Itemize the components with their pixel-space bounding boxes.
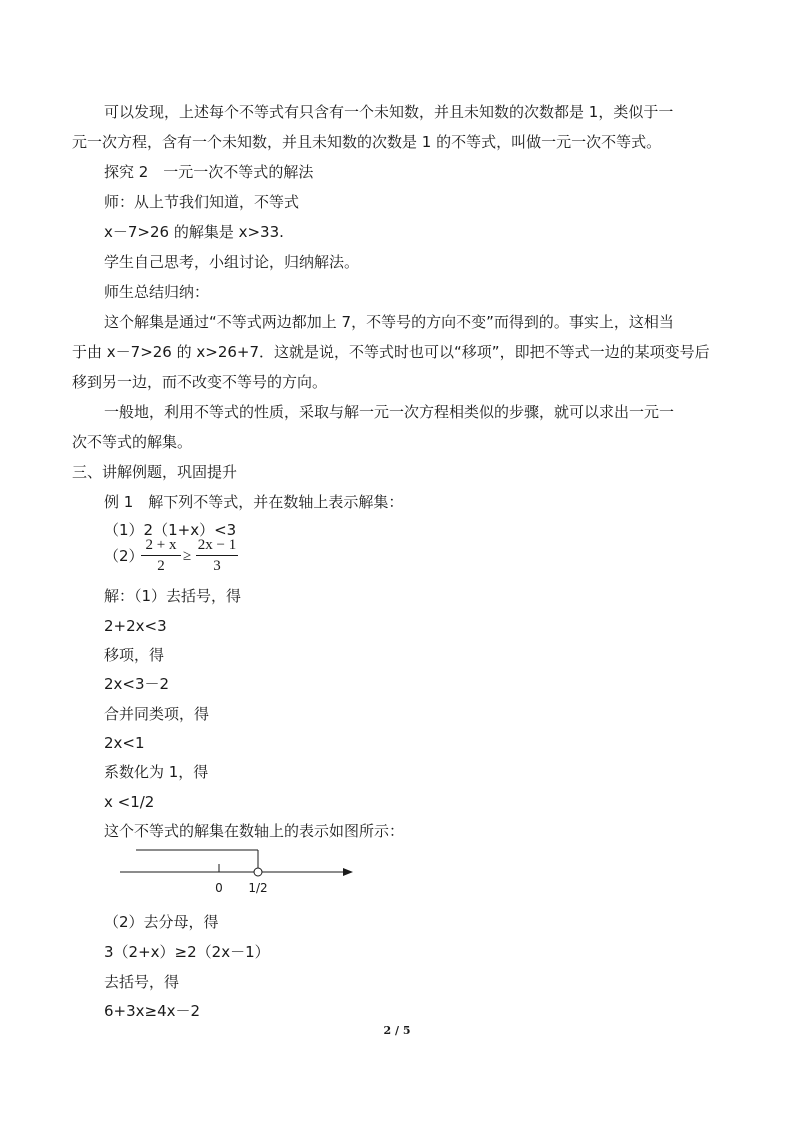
solution-line: 这个不等式的解集在数轴上的表示如图所示： [104,822,405,840]
solution-line: 系数化为 1，得 [104,763,209,781]
solution-line: 去括号，得 [104,973,180,991]
solution-line: 3（2+x）≥2（2x－1） [104,943,270,961]
axis-arrow-icon [343,868,353,876]
fraction-right-denominator: 3 [213,558,221,574]
problem-2-prefix: （2） [104,547,144,565]
fraction-left-denominator: 2 [157,558,165,574]
paragraph-line: 一般地，利用不等式的性质，采取与解一元一次方程相类似的步骤，就可以求出一元一 [104,403,675,421]
paragraph-line: 元一次方程，含有一个未知数，并且未知数的次数是 1 的不等式，叫做一元一次不等式。 [72,133,662,151]
fraction-right-numerator: 2x − 1 [197,537,237,553]
solution-line: 2x<3－2 [104,675,170,693]
solution-line: 2x<1 [104,734,145,752]
number-line-figure [110,842,360,900]
paragraph-line: 于由 x－7>26 的 x>26+7．这就是说，不等式时也可以“移项”，即把不等式一边的某项变号后 [72,343,710,361]
fraction-left-numerator: 2 + x [145,537,177,553]
page-number: 2 / 5 [383,1024,411,1037]
section-heading: 探究 2 一元一次不等式的解法 [104,163,314,181]
open-endpoint-circle [254,868,262,876]
solution-line: x <1/2 [104,793,155,811]
example-heading: 例 1 解下列不等式，并在数轴上表示解集： [104,493,404,511]
fraction-right [196,536,238,576]
paragraph-line: x－7>26 的解集是 x>33. [104,223,284,241]
fraction-left [141,536,181,576]
paragraph-line: 移到另一边，而不改变不等号的方向。 [72,373,328,391]
solution-line: 合并同类项，得 [104,705,210,723]
solution-line: 移项，得 [104,646,165,664]
paragraph-line: 可以发现，上述每个不等式有只含有一个未知数，并且未知数的次数都是 1，类似于一 [104,103,674,121]
paragraph-line: 次不等式的解集。 [72,433,193,451]
relation-symbol: ≥ [183,548,192,564]
solution-line: （2）去分母，得 [104,913,219,931]
solution-line: 6+3x≥4x－2 [104,1002,201,1020]
paragraph-line: 师生总结归纳： [104,283,210,301]
paragraph-line: 学生自己思考，小组讨论，归纳解法。 [104,253,360,271]
paragraph-line: 这个解集是通过“不等式两边都加上 7，不等号的方向不变”而得到的。事实上，这相当 [104,313,674,331]
problem-1: （1）2（1+x）<3 [104,521,237,539]
fraction-bar [141,555,181,556]
tick-label-zero: 0 [215,881,223,895]
solution-line: 2+2x<3 [104,617,167,635]
paragraph-line: 师：从上节我们知道，不等式 [104,193,300,211]
section-heading: 三、讲解例题，巩固提升 [72,463,238,481]
solution-line: 解：（1）去括号，得 [104,587,242,605]
fraction-bar [196,555,238,556]
tick-label-half: 1/2 [248,881,268,895]
